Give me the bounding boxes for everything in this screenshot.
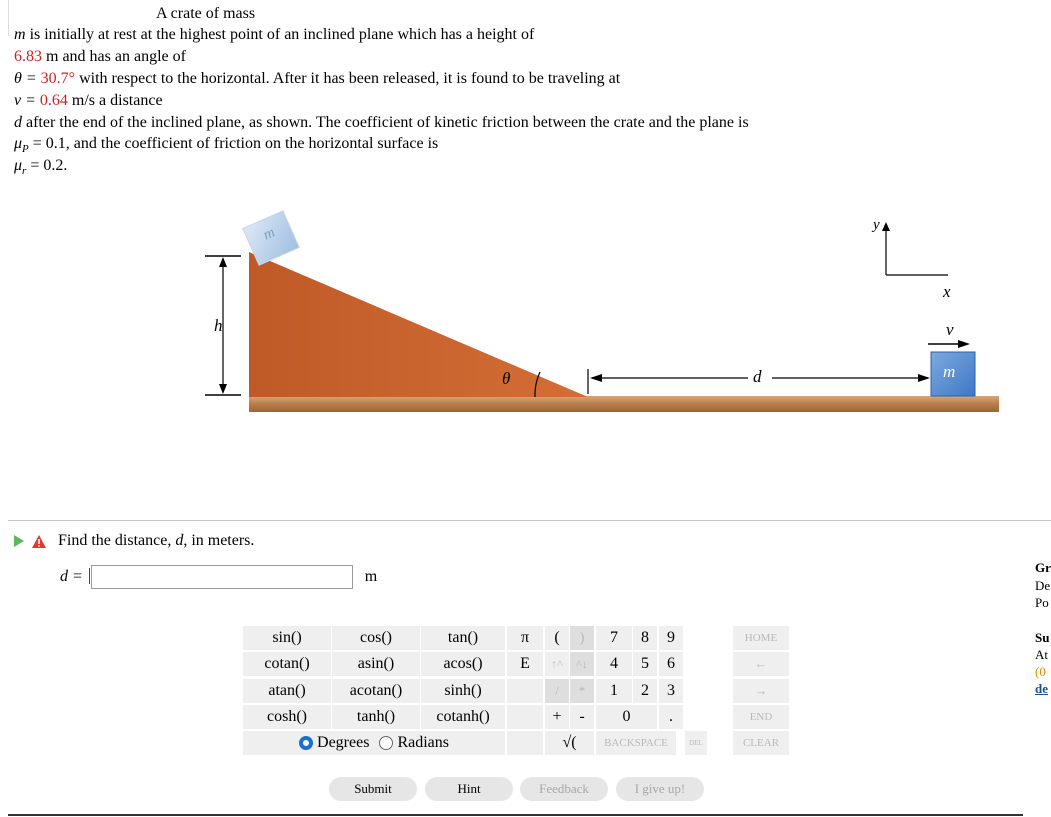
text-caret [89,568,90,584]
key-home[interactable]: HOME [733,626,789,650]
sidebar-grade-heading: Gr [1035,560,1051,575]
height-value: 6.83 [14,48,42,65]
answer-row [60,565,377,589]
key-1[interactable]: 1 [596,679,632,703]
problem-line-4: θ = 30.7° with respect to the horizontal. After it has been released, it is found to be traveling at [14,70,621,87]
key-4[interactable]: 4 [596,652,632,676]
key-cos[interactable]: cos() [332,626,420,650]
key-right-arrow[interactable]: → [733,679,789,703]
key-minus[interactable]: - [570,705,594,729]
crate-bottom-label: m [943,362,956,381]
crate-top-label: m [261,224,278,244]
sidebar-potential: Po [1035,595,1049,610]
key-sinh[interactable]: sinh() [421,679,505,703]
key-6[interactable]: 6 [659,652,683,676]
floor-surface [249,396,999,412]
question-row: Find the distance, d, in meters. [14,532,254,550]
problem-line-8: $\mu_r = 0.2$. [14,157,68,178]
play-icon[interactable] [14,535,24,547]
key-backspace[interactable]: BACKSPACE [596,731,676,755]
key-9[interactable]: 9 [659,626,683,650]
key-close-paren[interactable]: ) [570,626,594,650]
keypad [243,626,789,758]
sidebar-submissions-heading: Su [1035,630,1050,645]
answer-label: d = [60,568,83,585]
key-0[interactable]: 0 [596,705,657,729]
key-power-up[interactable]: ↑^ [545,652,569,676]
key-power-down[interactable]: ^↓ [570,652,594,676]
key-cosh[interactable]: cosh() [243,705,331,729]
key-pi[interactable]: π [507,626,543,650]
key-blank-3 [507,731,543,755]
key-7[interactable]: 7 [596,626,632,650]
sidebar-attempts: At [1035,647,1048,662]
key-atan[interactable]: atan() [243,679,331,703]
key-clear[interactable]: CLEAR [733,731,789,755]
problem-line-6: d after the end of the inclined plane, as shown. The coefficient of kinetic friction between the crate and the plane is [14,114,749,131]
problem-line-1: A crate of mass [156,5,256,22]
key-blank-2 [507,705,543,729]
key-del[interactable]: DEL [685,731,707,755]
key-acotan[interactable]: acotan() [332,679,420,703]
sidebar-percent: (0 [1035,664,1046,679]
warning-icon [32,535,46,548]
key-3[interactable]: 3 [659,679,683,703]
key-cotanh[interactable]: cotanh() [421,705,505,729]
give-up-button[interactable]: I give up! [616,777,704,801]
key-decimal[interactable]: . [659,705,683,729]
key-end[interactable]: END [733,705,789,729]
degrees-label: Degrees [317,734,370,751]
problem-line-5: v = 0.64 m/s a distance [14,92,163,109]
key-open-paren[interactable]: ( [545,626,569,650]
key-sin[interactable]: sin() [243,626,331,650]
key-asin[interactable]: asin() [332,652,420,676]
key-left-arrow[interactable]: ← [733,652,789,676]
key-8[interactable]: 8 [633,626,657,650]
key-5[interactable]: 5 [633,652,657,676]
velocity-label: v [946,320,954,339]
key-cotan[interactable]: cotan() [243,652,331,676]
problem-line-3: 6.83 m and has an angle of [14,48,186,65]
y-axis-label: y [873,217,880,233]
key-e[interactable]: E [507,652,543,676]
incline-wedge [249,252,588,397]
key-tanh[interactable]: tanh() [332,705,420,729]
answer-input[interactable] [91,565,353,589]
angle-mode-group [243,731,505,755]
distance-label: d [753,367,762,386]
key-plus[interactable]: + [545,705,569,729]
height-label: h [214,316,223,335]
key-2[interactable]: 2 [633,679,657,703]
submit-button[interactable]: Submit [329,777,417,801]
velocity-value: 0.64 [39,92,68,109]
key-multiply[interactable]: * [570,679,594,703]
theta-label: θ [502,369,511,388]
section-divider [8,520,1051,521]
key-divide[interactable]: / [545,679,569,703]
problem-line-7: $\mu_P = 0.1$, and the coefficient of friction on the horizontal surface is [14,135,439,156]
sidebar-deductions: De [1035,578,1051,593]
feedback-button[interactable]: Feedback [520,777,608,801]
answer-unit: m [364,568,378,585]
question-text: Find the distance, [58,532,176,549]
radians-label: Radians [397,734,449,751]
degrees-radio[interactable] [299,736,313,750]
problem-line-2: m is initially at rest at the highest point of an inclined plane which has a height of [14,26,535,43]
key-acos[interactable]: acos() [421,652,505,676]
x-axis-label: x [943,282,951,301]
bottom-border [8,814,1023,816]
key-blank-1 [507,679,543,703]
key-tan[interactable]: tan() [421,626,505,650]
radians-radio[interactable] [379,736,393,750]
sidebar-detail-link[interactable]: de [1035,681,1048,696]
hint-button[interactable]: Hint [425,777,513,801]
key-sqrt[interactable]: √( [545,731,594,755]
angle-value: 30.7° [40,70,76,87]
